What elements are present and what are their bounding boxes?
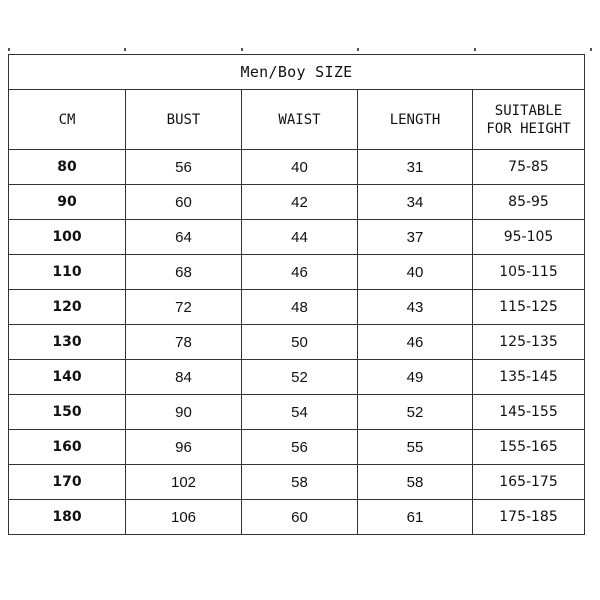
cell-waist: 44 [242,220,358,255]
cell-waist: 42 [242,185,358,220]
table-row [9,185,585,220]
cell-bust: 96 [126,430,242,465]
table-row [9,465,585,500]
table-row [9,150,585,185]
cell-cm: 160 [9,430,126,465]
cell-length: 37 [358,220,473,255]
cell-cm: 170 [9,465,126,500]
table-row [9,430,585,465]
cell-height-range: 135-145 [473,360,585,395]
table-row [9,395,585,430]
cell-length: 31 [358,150,473,185]
cell-bust: 68 [126,255,242,290]
cell-length: 34 [358,185,473,220]
cell-length: 61 [358,500,473,535]
title-row [9,55,585,90]
cell-bust: 78 [126,325,242,360]
cell-cm: 180 [9,500,126,535]
table-title: Men/Boy SIZE [9,55,585,90]
cell-bust: 102 [126,465,242,500]
cell-bust: 90 [126,395,242,430]
cell-length: 40 [358,255,473,290]
cell-bust: 84 [126,360,242,395]
header-row [9,90,585,150]
cell-height-range: 155-165 [473,430,585,465]
cell-length: 49 [358,360,473,395]
cell-waist: 40 [242,150,358,185]
table-row [9,500,585,535]
header-suitable-height: SUITABLE FOR HEIGHT [473,90,585,150]
cell-bust: 72 [126,290,242,325]
cell-cm: 100 [9,220,126,255]
cell-height-range: 115-125 [473,290,585,325]
cell-bust: 60 [126,185,242,220]
cell-height-range: 125-135 [473,325,585,360]
header-length: LENGTH [358,90,473,150]
cell-height-range: 105-115 [473,255,585,290]
cell-length: 52 [358,395,473,430]
cell-waist: 46 [242,255,358,290]
header-cm: CM [9,90,126,150]
table-row [9,290,585,325]
table-row [9,360,585,395]
cell-waist: 58 [242,465,358,500]
cell-cm: 140 [9,360,126,395]
divider-dot [124,48,126,51]
cell-length: 43 [358,290,473,325]
cell-bust: 56 [126,150,242,185]
cell-waist: 60 [242,500,358,535]
divider-dot [241,48,243,51]
cell-cm: 80 [9,150,126,185]
size-chart-table [8,54,585,535]
cell-waist: 50 [242,325,358,360]
table-row [9,325,585,360]
divider-dot [357,48,359,51]
cell-length: 58 [358,465,473,500]
cell-height-range: 165-175 [473,465,585,500]
cell-length: 55 [358,430,473,465]
cell-height-range: 95-105 [473,220,585,255]
cell-waist: 48 [242,290,358,325]
divider-dot [474,48,476,51]
cell-cm: 120 [9,290,126,325]
divider-dot [8,48,10,51]
table-row [9,255,585,290]
cell-bust: 106 [126,500,242,535]
cell-waist: 52 [242,360,358,395]
cell-height-range: 175-185 [473,500,585,535]
table-row [9,220,585,255]
divider-dot [590,48,592,51]
header-waist: WAIST [242,90,358,150]
header-bust: BUST [126,90,242,150]
cell-waist: 54 [242,395,358,430]
cell-waist: 56 [242,430,358,465]
cell-cm: 130 [9,325,126,360]
cell-height-range: 75-85 [473,150,585,185]
cell-height-range: 85-95 [473,185,585,220]
cell-length: 46 [358,325,473,360]
cell-bust: 64 [126,220,242,255]
cell-cm: 110 [9,255,126,290]
cell-cm: 150 [9,395,126,430]
cell-height-range: 145-155 [473,395,585,430]
table-body [9,150,585,535]
cell-cm: 90 [9,185,126,220]
